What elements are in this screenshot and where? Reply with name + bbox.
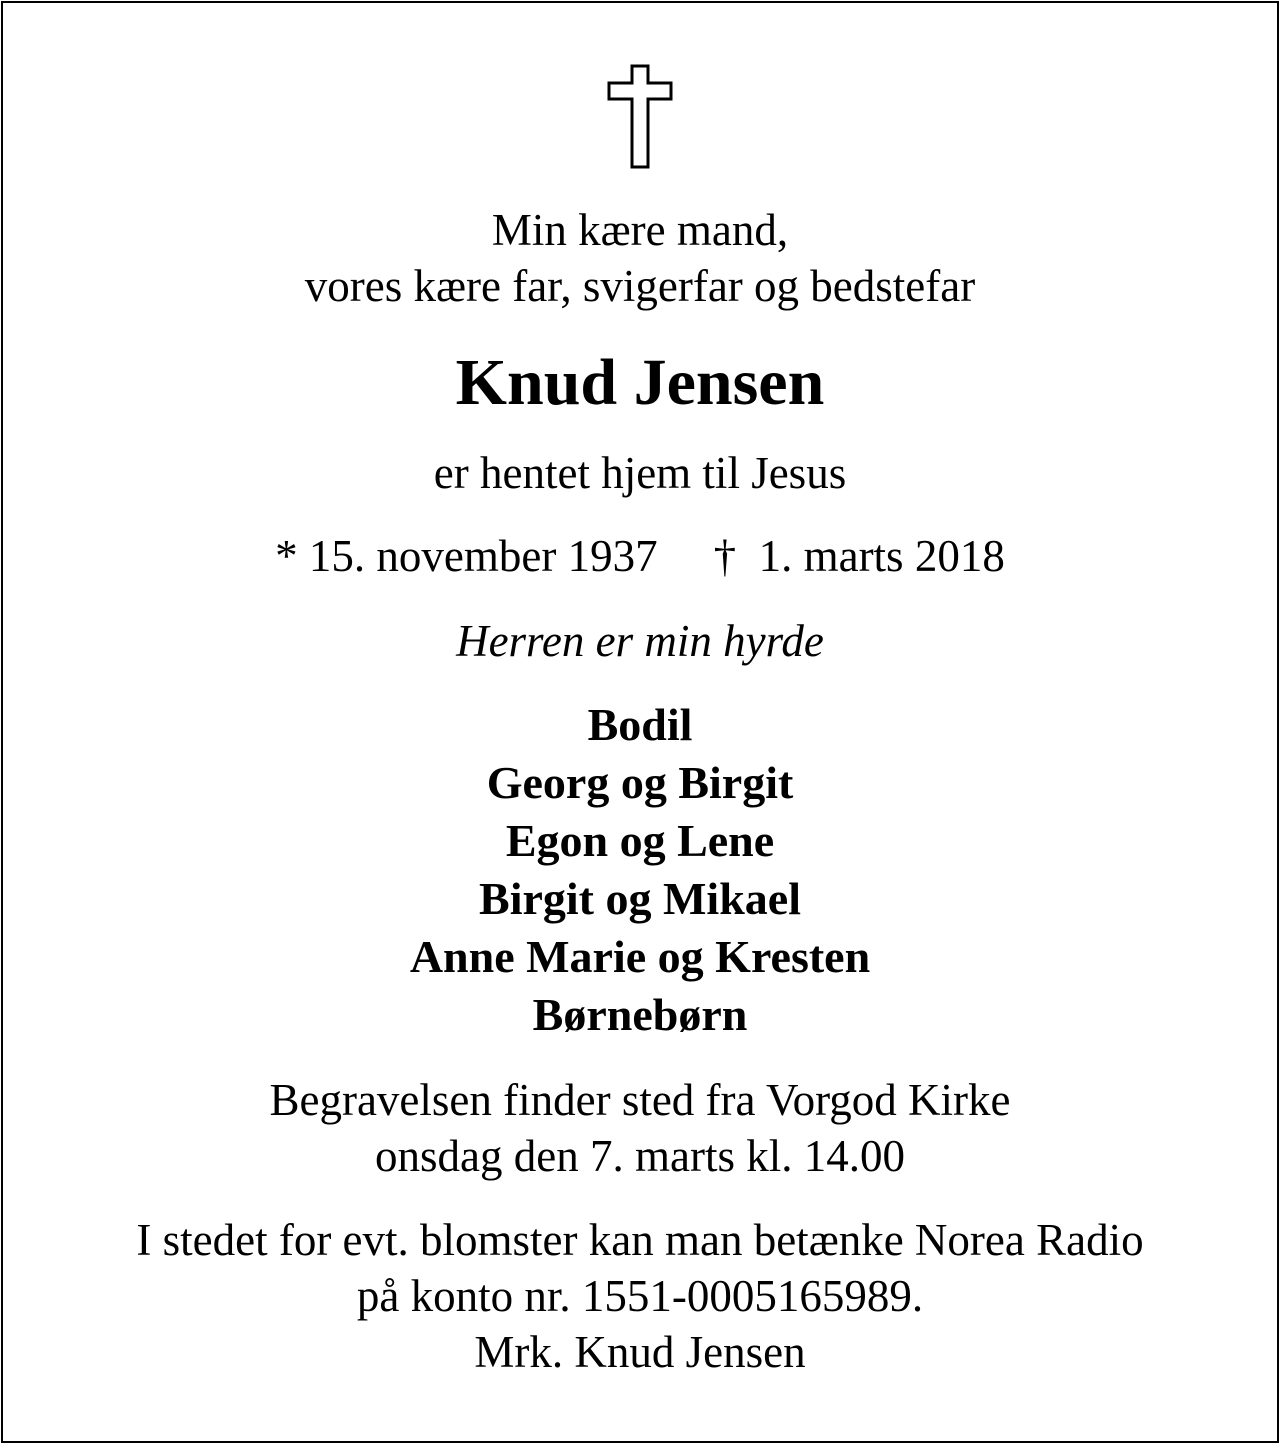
- death-symbol: †: [713, 531, 737, 581]
- subtitle: er hentet hjem til Jesus: [433, 448, 847, 498]
- family-member: Anne Marie og Kresten: [409, 931, 871, 982]
- donation-line-3: Mrk. Knud Jensen: [474, 1327, 806, 1377]
- funeral-line-1: Begravelsen finder sted fra Vorgod Kirke: [269, 1075, 1011, 1125]
- funeral-line-2: onsdag den 7. marts kl. 14.00: [375, 1131, 905, 1181]
- birth-date: * 15. november 1937: [275, 531, 658, 581]
- death-date: 1. marts 2018: [758, 531, 1005, 581]
- donation-line-1: I stedet for evt. blomster kan man betænke Norea Radio: [136, 1215, 1144, 1265]
- intro-line-1: Min kære mand,: [491, 205, 789, 255]
- deceased-name: Knud Jensen: [455, 346, 825, 419]
- cross-icon: [600, 63, 680, 171]
- family-member: Bodil: [587, 699, 693, 750]
- donation-line-2: på konto nr. 1551-0005165989.: [356, 1271, 924, 1321]
- life-dates: [0, 531, 1280, 581]
- family-member: Egon og Lene: [505, 815, 775, 866]
- family-member: Georg og Birgit: [486, 757, 794, 808]
- family-member: Børnebørn: [532, 989, 748, 1040]
- intro-line-2: vores kære far, svigerfar og bedstefar: [304, 261, 976, 311]
- verse: Herren er min hyrde: [456, 616, 824, 666]
- family-member: Birgit og Mikael: [479, 873, 801, 924]
